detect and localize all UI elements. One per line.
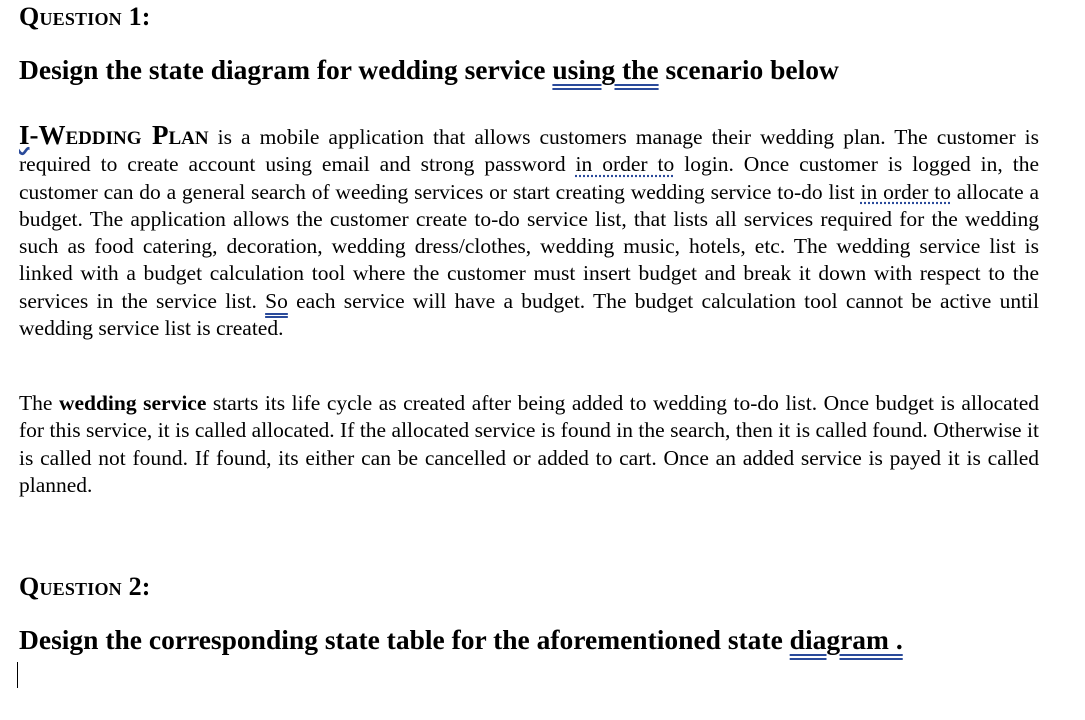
app-name: -Wedding Plan (29, 120, 209, 150)
lifecycle-paragraph: The wedding service starts its life cycle as created after being added to wedding to-do list. Once budget is allocated for this service, it is called allocated. If the allocated service is found in the search, then it is called found. Otherwise it is called not found. If found, its either can be cancelled or added to cart. Once an added service is payed it is called planned. (19, 391, 1039, 497)
grammar-flag[interactable]: So (265, 288, 288, 313)
question-1-title: Design the state diagram for wedding service using the scenario below (19, 54, 839, 85)
grammar-flag[interactable]: diagram . (789, 624, 903, 655)
bold-term: wedding service (58, 391, 207, 415)
grammar-flag[interactable]: using the (552, 54, 659, 85)
scenario-paragraph: I-Wedding Plan is a mobile application that allows customers manage their wedding plan. The customer is required to create account using email and strong password in order to login. Once customer is logged in, the customer can do a general search of weeding services or start creating wedding service to-do list in order to allocate a budget. The application allows the customer create to-do service list, that lists all services required for the wedding such as food catering, decoration, wedding dress/clothes, wedding music, hotels, etc. The wedding service list is linked with a budget calculation tool where the customer must insert budget and break it down with respect to the services in the service list. So each service will have a budget. The budget calculation tool cannot be active until wedding service list is created. (19, 120, 1040, 341)
style-flag[interactable]: in order to (860, 179, 951, 204)
text-cursor (17, 662, 18, 688)
question-2-heading: Question 2: (19, 572, 151, 601)
question-1-heading: Question 1: (19, 2, 151, 31)
style-flag[interactable]: in order to (575, 152, 675, 177)
spelling-flag[interactable]: I (19, 120, 30, 150)
question-2-title: Design the corresponding state table for the aforementioned state diagram . (19, 624, 903, 655)
